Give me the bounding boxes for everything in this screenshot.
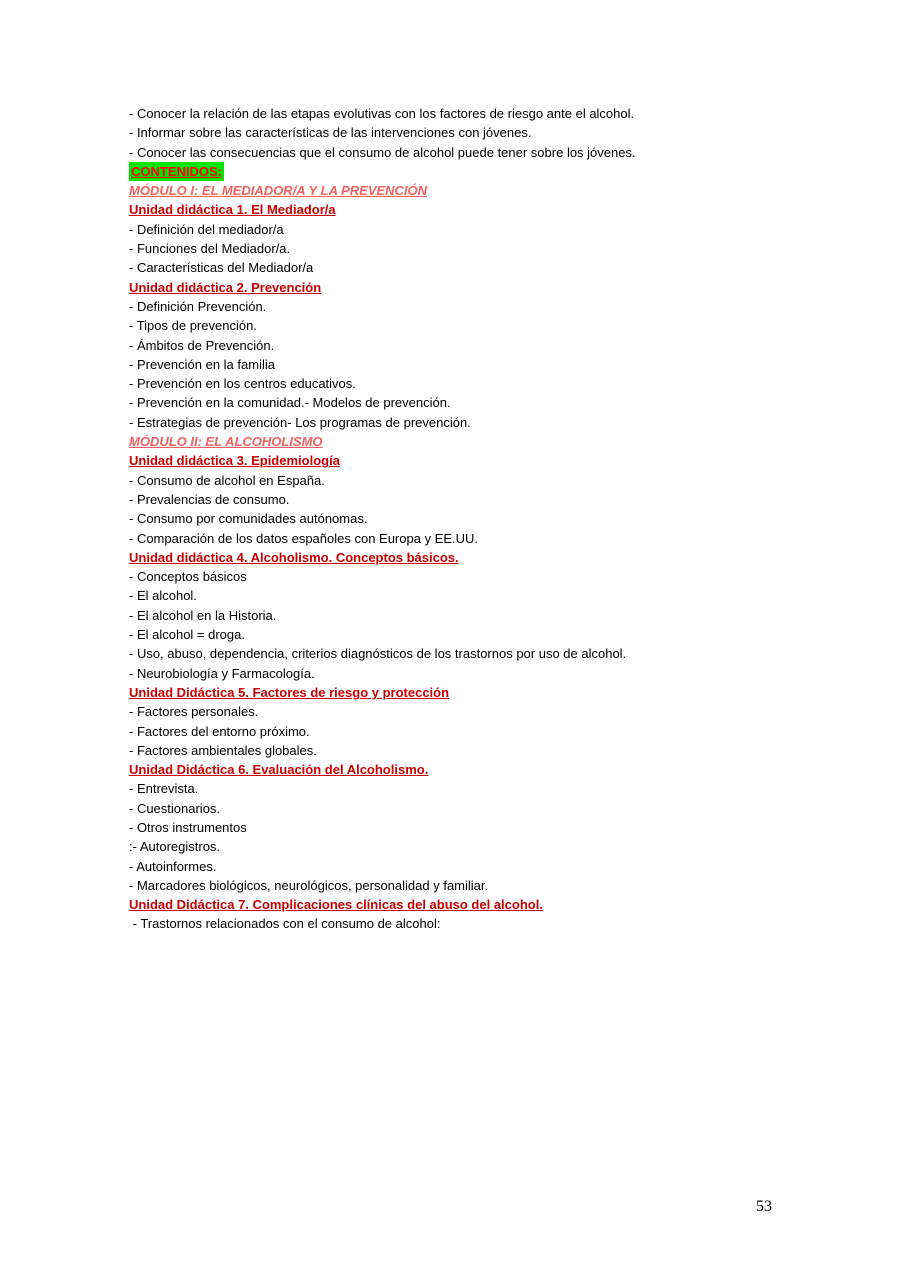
unit-item: - Factores del entorno próximo. [129, 723, 310, 739]
unit-item: - El alcohol = droga. [129, 627, 245, 643]
unit-item: - Entrevista. [129, 781, 199, 797]
unit-item: - Ámbitos de Prevención. [129, 337, 275, 353]
unit-heading: Unidad didáctica 3. Epidemiología [129, 453, 340, 469]
unit-item: - Autoinformes. [129, 858, 217, 874]
unit-item: - Características del Mediador/a [129, 260, 314, 276]
intro-line: - Conocer las consecuencias que el consumo de alcohol puede tener sobre los jóvenes. [129, 144, 636, 160]
unit-item: - El alcohol. [129, 588, 197, 604]
unit-item: - Definición Prevención. [129, 298, 267, 314]
unit-item: - Consumo por comunidades autónomas. [129, 511, 368, 527]
unit-item: - Factores personales. [129, 704, 259, 720]
unit-item: - Estrategias de prevención- Los programas de prevención. [129, 414, 471, 430]
unit-item: - El alcohol en la Historia. [129, 607, 277, 623]
unit-item: - Factores ambientales globales. [129, 742, 317, 758]
module-heading: MÓDULO II: EL ALCOHOLISMO [129, 434, 323, 450]
unit-item: - Prevención en la familia [129, 356, 275, 372]
unit-heading: Unidad didáctica 2. Prevención [129, 279, 322, 295]
unit-heading: Unidad Didáctica 6. Evaluación del Alcoholismo. [129, 762, 429, 778]
document-content [129, 104, 809, 934]
unit-item: :- Autoregistros. [129, 839, 221, 855]
module-heading: MÓDULO I: EL MEDIADOR/A Y LA PREVENCIÓN [129, 183, 428, 199]
unit-item: - Marcadores biológicos, neurológicos, personalidad y familiar. [129, 877, 489, 893]
unit-item: - Otros instrumentos [129, 819, 247, 835]
unit-item: - Prevención en los centros educativos. [129, 376, 356, 392]
unit-heading: Unidad didáctica 1. El Mediador/a [129, 202, 336, 218]
unit-item: - Consumo de alcohol en España. [129, 472, 325, 488]
unit-item: - Trastornos relacionados con el consumo de alcohol: [129, 916, 441, 932]
intro-line: - Conocer la relación de las etapas evolutivas con los factores de riesgo ante el alcohol. [129, 106, 635, 121]
unit-item: - Neurobiología y Farmacología. [129, 665, 315, 681]
unit-item: - Tipos de prevención. [129, 318, 257, 334]
intro-line: - Informar sobre las características de las intervenciones con jóvenes. [129, 125, 532, 141]
unit-heading: Unidad Didáctica 7. Complicaciones clínicas del abuso del alcohol. [129, 897, 543, 913]
unit-item: - Definición del mediador/a [129, 221, 284, 237]
unit-item: - Cuestionarios. [129, 800, 221, 816]
unit-item: - Conceptos básicos [129, 569, 247, 585]
unit-item: - Prevalencias de consumo. [129, 491, 290, 507]
page-number: 53 [756, 1198, 772, 1215]
unit-item: - Comparación de los datos españoles con Europa y EE.UU. [129, 530, 479, 546]
unit-item: - Funciones del Mediador/a. [129, 241, 291, 257]
unit-item: - Prevención en la comunidad.- Modelos de prevención. [129, 395, 451, 411]
unit-heading: Unidad Didáctica 5. Factores de riesgo y protección [129, 684, 450, 700]
unit-heading: Unidad didáctica 4. Alcoholismo. Conceptos básicos. [129, 549, 459, 565]
unit-item: - Uso, abuso, dependencia, criterios diagnósticos de los trastornos por uso de alcohol. [129, 646, 627, 662]
contenidos-heading-line [129, 162, 809, 181]
contenidos-heading: CONTENIDOS: [129, 162, 224, 181]
